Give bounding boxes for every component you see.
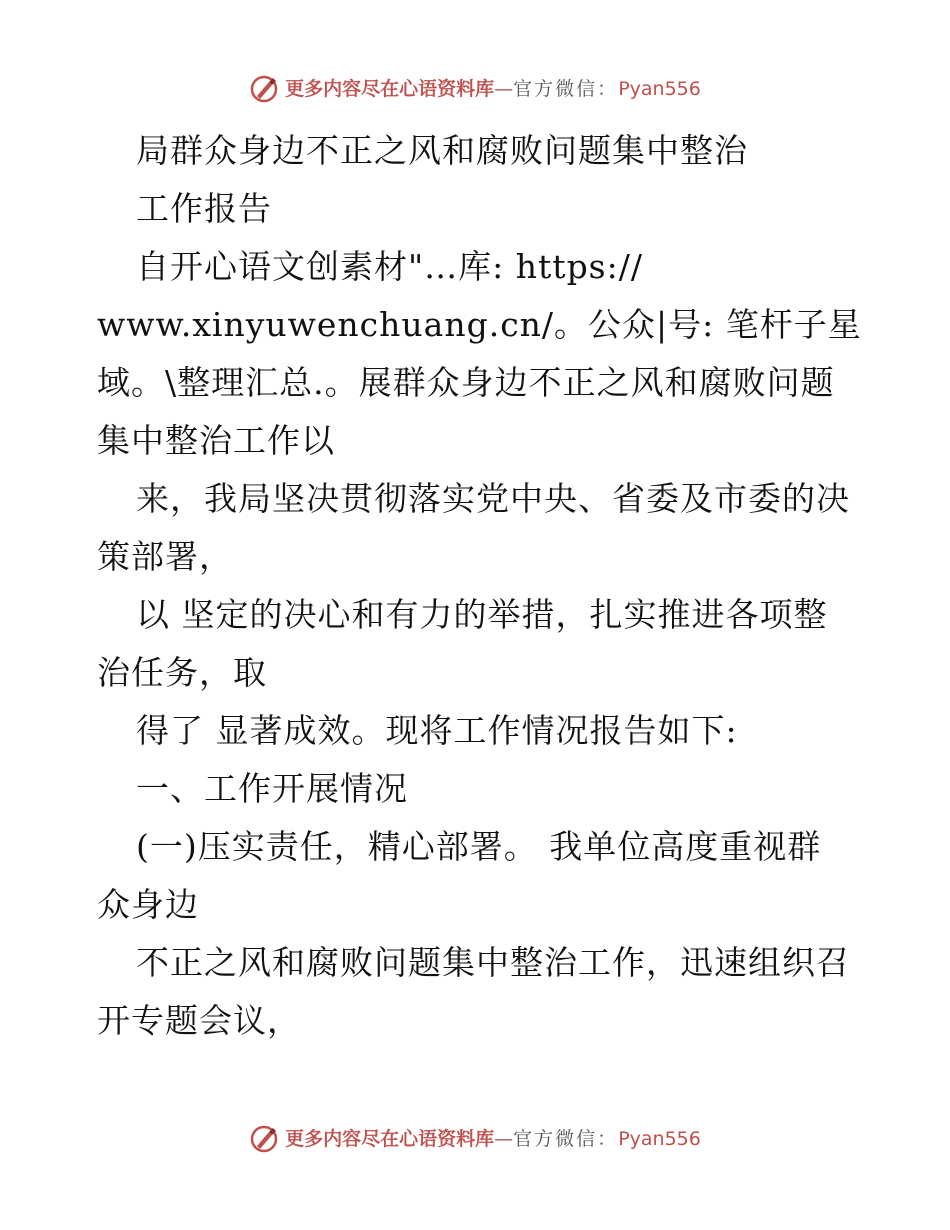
text-line: 策部署， [97, 537, 233, 576]
text-line: 来，我局坚决贯彻落实党中央、省委及市委的决 [136, 479, 850, 518]
header-banner [0, 74, 950, 104]
footer-banner [0, 1124, 950, 1154]
title-line-1: 局群众身边不正之风和腐败问题集中整治 [136, 131, 748, 170]
text-line: 治任务，取 [97, 653, 267, 692]
text-line: www.xinyuwenchuang.cn/。公众|号: 笔杆子星 [97, 305, 862, 344]
banner-separator: — [494, 1128, 514, 1150]
banner-title: 更多内容尽在心语资料库 [285, 1128, 495, 1150]
text-line: 不正之风和腐败问题集中整治工作，迅速组织召 [136, 943, 850, 982]
text-line: 集中整治工作以 [97, 421, 335, 460]
text-line: 开专题会议， [97, 1001, 301, 1040]
banner-separator: — [494, 78, 514, 100]
text-line: 域。\整理汇总.。展群众身边不正之风和腐败问题 [97, 363, 835, 402]
banner-title: 更多内容尽在心语资料库 [285, 78, 495, 100]
text-line: 众身边 [97, 885, 199, 924]
banner-wechat-id: Pyan556 [618, 1128, 701, 1150]
title-line-2: 工作报告 [136, 189, 272, 228]
text-line: 以 坚定的决心和有力的举措，扎实推进各项整 [136, 595, 828, 634]
pen-logo-icon [249, 74, 279, 104]
text-line: 自开心语文创素材"…库: https:// [136, 247, 643, 286]
section-heading: 一、工作开展情况 [136, 769, 408, 808]
subsection-heading: (一)压实责任，精心部署。 我单位高度重视群 [136, 827, 822, 866]
text-line: 得了 显著成效。现将工作情况报告如下: [136, 711, 738, 750]
document-body [97, 122, 862, 1050]
banner-wechat-id: Pyan556 [618, 78, 701, 100]
banner-wechat-label: 官方微信： [513, 78, 619, 100]
banner-wechat-label: 官方微信： [513, 1128, 619, 1150]
pen-logo-icon [249, 1124, 279, 1154]
